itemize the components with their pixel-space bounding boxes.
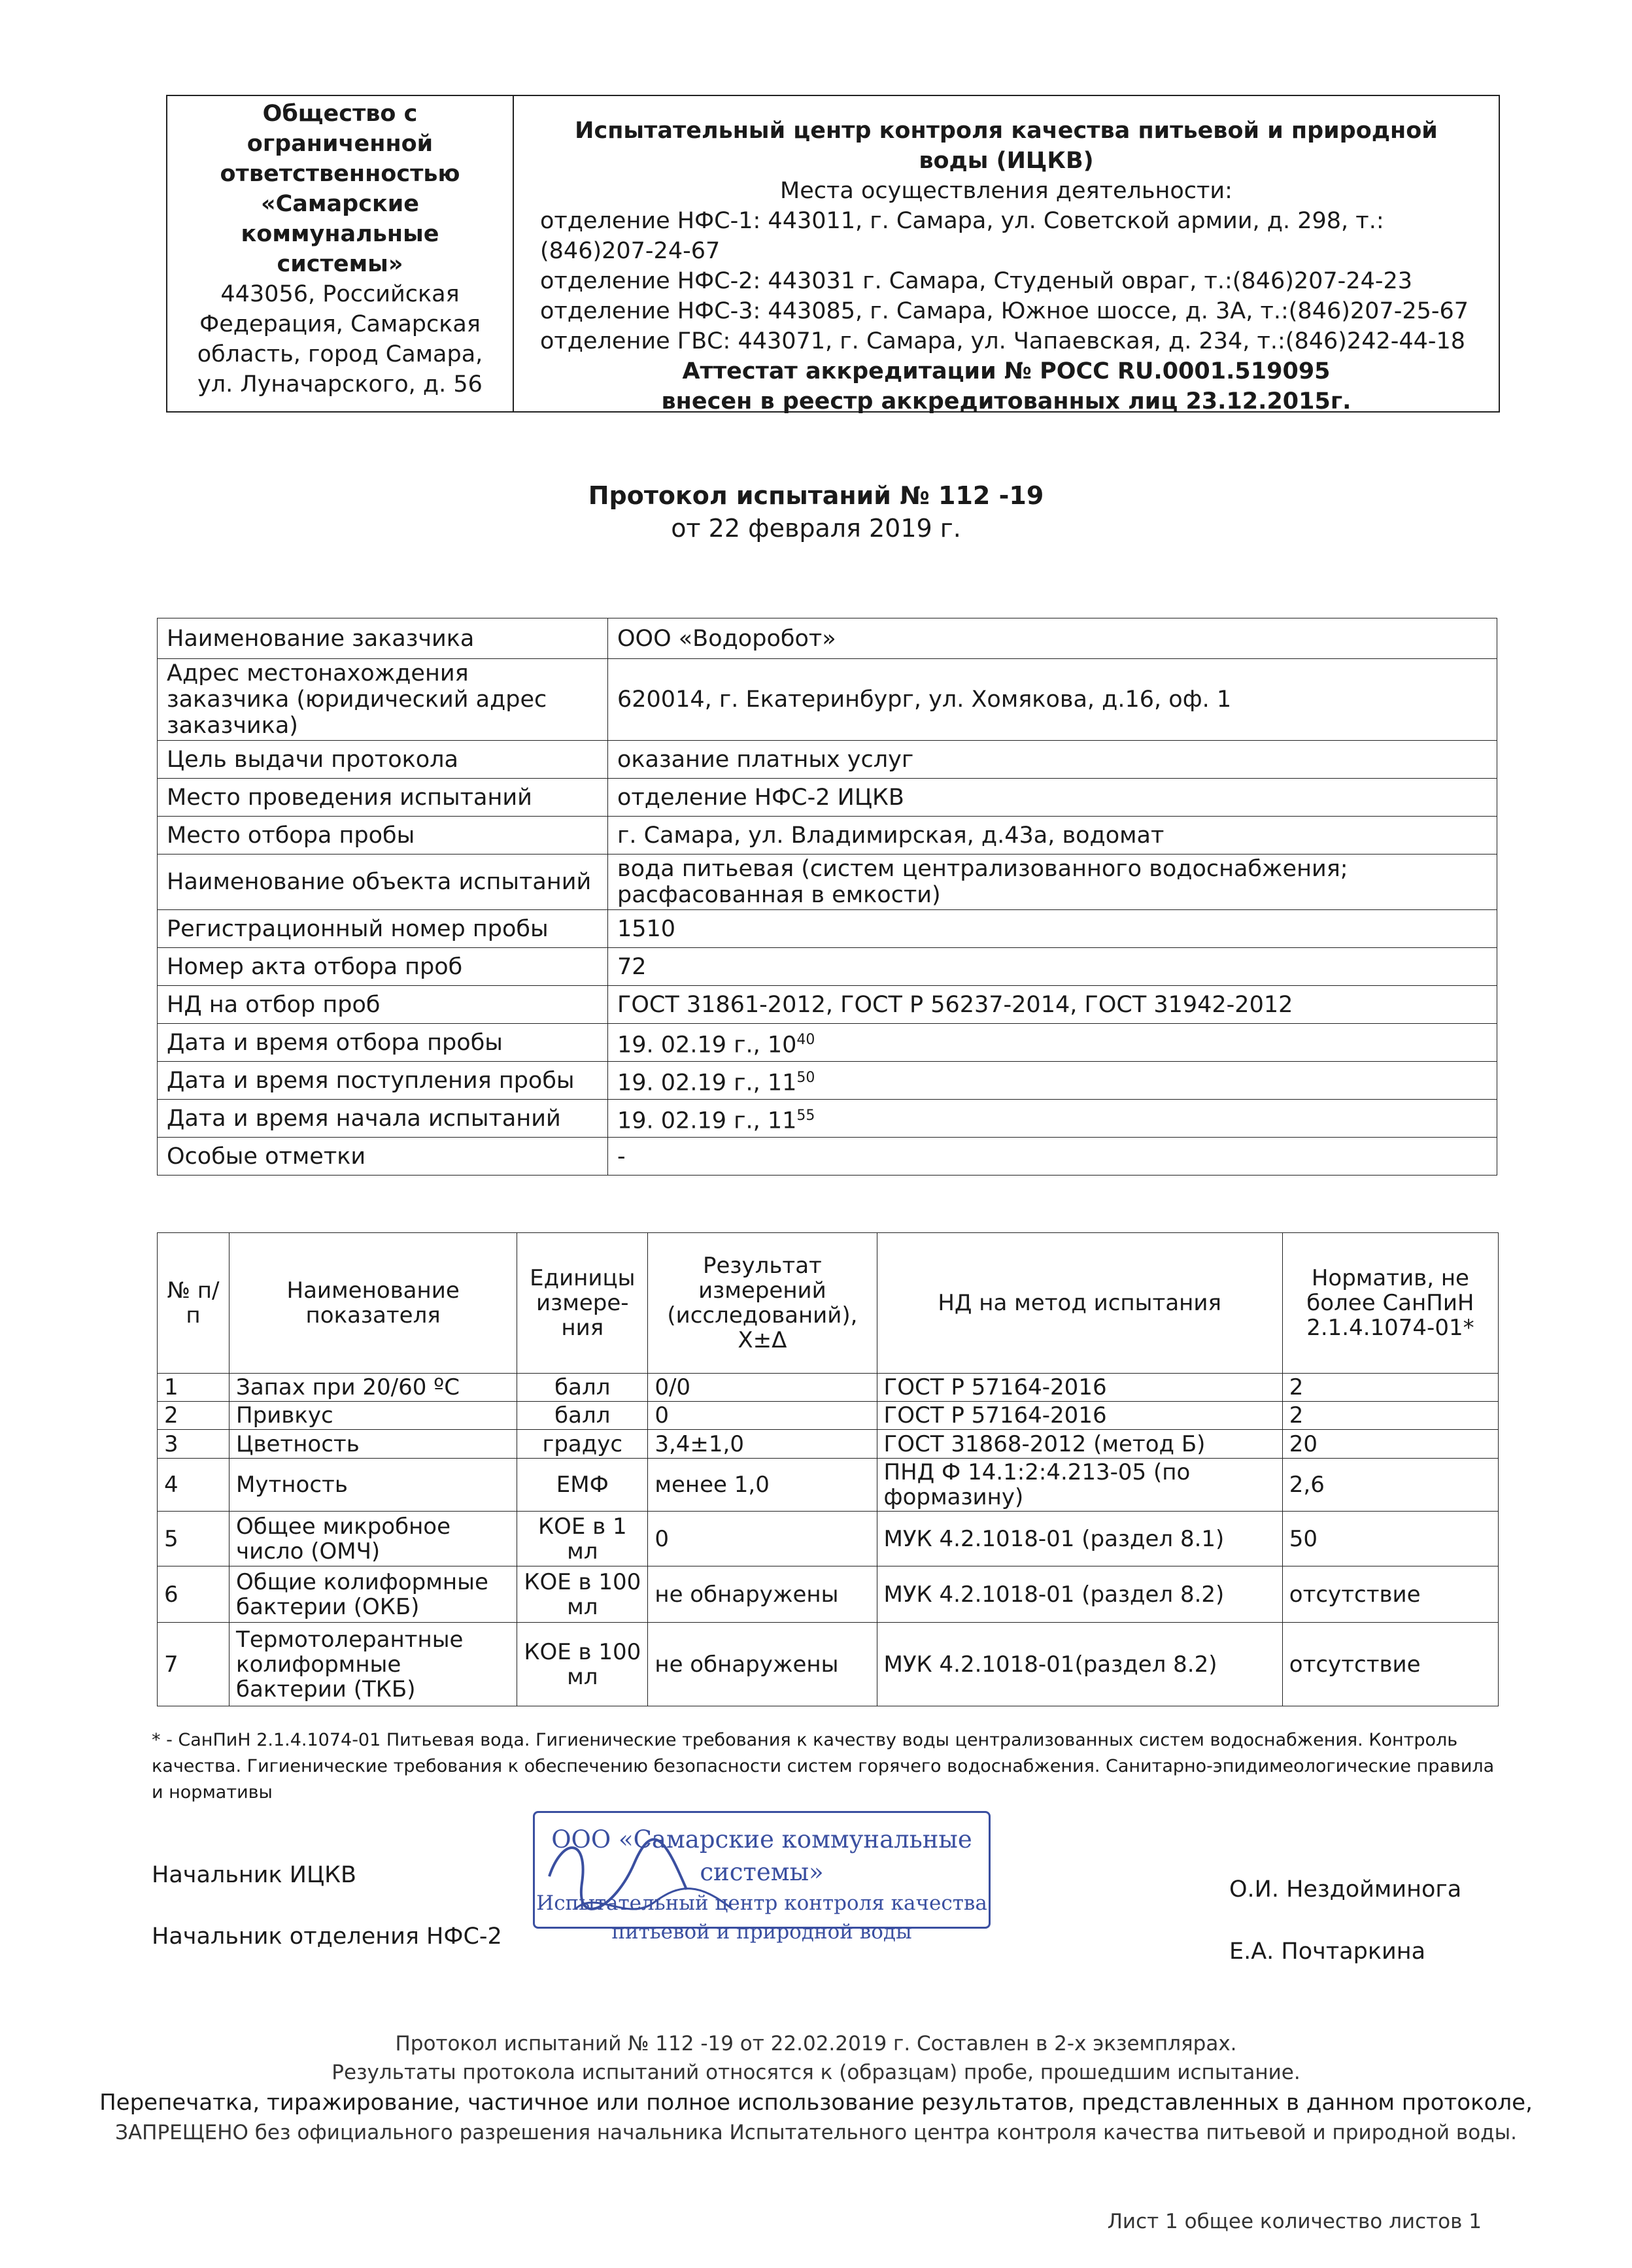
protocol-title: Протокол испытаний № 112 -19 [588, 481, 1044, 510]
info-row [158, 855, 1497, 910]
row-number: 6 [158, 1566, 230, 1623]
row-number: 3 [158, 1430, 230, 1459]
info-label: Место отбора пробы [158, 817, 608, 855]
col-header-norm: Норматив, не более СанПиН 2.1.4.1074-01* [1282, 1233, 1498, 1374]
info-row [158, 910, 1497, 948]
test-method: ГОСТ Р 57164-2016 [877, 1402, 1282, 1430]
info-label: Цель выдачи протокола [158, 741, 608, 779]
info-value-text: - [617, 1143, 626, 1170]
info-label: Дата и время отбора пробы [158, 1024, 608, 1062]
info-row [158, 1100, 1497, 1138]
org-name-line: системы» [277, 251, 403, 277]
info-row [158, 779, 1497, 817]
places-label: Места осуществления деятельности: [780, 178, 1232, 204]
department-line: отделение НФС-1: 443011, г. Самара, ул. Советской армии, д. 298, т.:(846)207-24-67 [540, 208, 1384, 264]
norm-value: 20 [1282, 1430, 1498, 1459]
center-title-line: воды (ИЦКВ) [919, 148, 1094, 174]
info-value [608, 948, 1497, 986]
indicator-name: Мутность [230, 1459, 517, 1512]
org-info [167, 96, 514, 411]
info-row [158, 741, 1497, 779]
department-line: отделение НФС-2: 443031 г. Самара, Студеный овраг, т.:(846)207-24-23 [540, 268, 1413, 294]
indicator-name: Привкус [230, 1402, 517, 1430]
result-row [158, 1566, 1499, 1623]
info-label: Наименование заказчика [158, 618, 608, 659]
head-name: О.И. Нездойминога [1229, 1876, 1462, 1903]
org-name [167, 99, 513, 279]
norm-value: 50 [1282, 1512, 1498, 1566]
unit: КОЕ в 100 мл [517, 1623, 648, 1706]
unit: балл [517, 1374, 648, 1402]
info-value-text: отделение НФС-2 ИЦКВ [617, 784, 904, 811]
result-row [158, 1623, 1499, 1706]
note-line: Протокол испытаний № 112 -19 от 22.02.2019 г. Составлен в 2-х экземплярах. [395, 2032, 1237, 2056]
info-row [158, 948, 1497, 986]
info-value-text: оказание платных услуг [617, 746, 914, 773]
norm-value: отсутствие [1282, 1566, 1498, 1623]
info-value [608, 817, 1497, 855]
test-method: ПНД Ф 14.1:2:4.213-05 (по формазину) [877, 1459, 1282, 1512]
time-minutes: 50 [796, 1069, 815, 1086]
test-method: МУК 4.2.1018-01(раздел 8.2) [877, 1623, 1282, 1706]
info-label: Регистрационный номер пробы [158, 910, 608, 948]
info-row [158, 659, 1497, 741]
department-line: отделение НФС-3: 443085, г. Самара, Южное шоссе, д. 3А, т.:(846)207-25-67 [540, 298, 1469, 324]
test-method: МУК 4.2.1018-01 (раздел 8.1) [877, 1512, 1282, 1566]
info-row [158, 1024, 1497, 1062]
sample-info-table [157, 618, 1497, 1176]
bottom-notes [0, 2029, 1632, 2147]
unit: ЕМФ [517, 1459, 648, 1512]
info-value [608, 779, 1497, 817]
results-header-row [158, 1233, 1499, 1374]
note-line: ЗАПРЕЩЕНО без официального разрешения начальника Испытательного центра контроля качества питьевой и природной воды. [115, 2121, 1517, 2144]
org-address-line: ул. Луначарского, д. 56 [197, 371, 483, 398]
info-label: Особые отметки [158, 1138, 608, 1176]
row-number: 1 [158, 1374, 230, 1402]
norm-value: 2,6 [1282, 1459, 1498, 1512]
info-label: Наименование объекта испытаний [158, 855, 608, 910]
info-value [608, 1138, 1497, 1176]
info-value-text: 1510 [617, 915, 676, 942]
info-label: Номер акта отбора проб [158, 948, 608, 986]
result-row [158, 1512, 1499, 1566]
org-name-line: Общество с [262, 101, 418, 127]
sheet-count: Лист 1 общее количество листов 1 [1107, 2210, 1482, 2233]
norm-value: 2 [1282, 1402, 1498, 1430]
info-label: Место проведения испытаний [158, 779, 608, 817]
result-row [158, 1402, 1499, 1430]
result-value: 0 [648, 1402, 877, 1430]
head-title: Начальник ИЦКВ [152, 1862, 357, 1888]
norm-value: 2 [1282, 1374, 1498, 1402]
org-name-line: ограниченной [246, 131, 434, 157]
info-value-text: вода питьевая (систем централизованного водоснабжения; расфасованная в емкости) [617, 856, 1348, 908]
time-minutes: 55 [796, 1107, 815, 1124]
org-name-line: «Самарские [261, 191, 419, 217]
indicator-name: Цветность [230, 1430, 517, 1459]
info-value [608, 1024, 1497, 1062]
department-line: отделение ГВС: 443071, г. Самара, ул. Чапаевская, д. 234, т.:(846)242-44-18 [540, 328, 1466, 354]
note-line: Результаты протокола испытаний относятся к (образцам) пробе, прошедшим испытание. [332, 2061, 1300, 2084]
info-row [158, 817, 1497, 855]
unit: балл [517, 1402, 648, 1430]
info-value [608, 1062, 1497, 1100]
info-value-text: 72 [617, 953, 647, 980]
stamp-line: ООО «Самарские коммунальные системы» [551, 1825, 972, 1886]
col-header-indicator: Наименование показателя [230, 1233, 517, 1374]
results-table [157, 1232, 1499, 1706]
org-name-line: коммунальные [241, 221, 439, 247]
info-value-text: 19. 02.19 г., 11 [617, 1108, 797, 1134]
col-header-result: Результат измерений (исследований), X±Δ [648, 1233, 877, 1374]
center-info [514, 96, 1499, 415]
signature-scribble [536, 1824, 758, 1929]
result-value: не обнаружены [648, 1623, 877, 1706]
info-row [158, 1138, 1497, 1176]
result-row [158, 1374, 1499, 1402]
info-value [608, 1100, 1497, 1138]
test-method: ГОСТ Р 57164-2016 [877, 1374, 1282, 1402]
info-row [158, 1062, 1497, 1100]
norm-value: отсутствие [1282, 1623, 1498, 1706]
info-value [608, 659, 1497, 741]
protocol-date: от 22 февраля 2019 г. [671, 514, 961, 543]
info-label: Адрес местонахождения заказчика (юридический адрес заказчика) [158, 659, 608, 741]
info-value-text: ГОСТ 31861-2012, ГОСТ Р 56237-2014, ГОСТ 31942-2012 [617, 991, 1293, 1018]
info-label: Дата и время поступления пробы [158, 1062, 608, 1100]
org-address-line: 443056, Российская [220, 281, 460, 307]
row-number: 7 [158, 1623, 230, 1706]
info-row [158, 618, 1497, 659]
info-value-text: 620014, г. Екатеринбург, ул. Хомякова, д.16, оф. 1 [617, 686, 1232, 713]
info-value [608, 855, 1497, 910]
org-address-line: Федерация, Самарская [199, 311, 481, 337]
info-value [608, 741, 1497, 779]
time-minutes: 40 [796, 1031, 815, 1048]
row-number: 5 [158, 1512, 230, 1566]
info-value-text: 19. 02.19 г., 10 [617, 1032, 797, 1058]
unit: градус [517, 1430, 648, 1459]
info-label: НД на отбор проб [158, 986, 608, 1024]
info-value-text: 19. 02.19 г., 11 [617, 1070, 797, 1096]
center-title-line: Испытательный центр контроля качества питьевой и природной [575, 118, 1438, 144]
result-value: 3,4±1,0 [648, 1430, 877, 1459]
result-row [158, 1430, 1499, 1459]
indicator-name: Термотолерантные колиформные бактерии (ТКБ) [230, 1623, 517, 1706]
info-label: Дата и время начала испытаний [158, 1100, 608, 1138]
footnote: * - СанПиН 2.1.4.1074-01 Питьевая вода. Гигиенические требования к качеству воды централизованных систем водоснабжения. Контроль качества. Гигиенические требования к обеспечению безопасности систем горячего водоснабжения. Санитарно-эпидимеологические правила и нормативы [152, 1730, 1495, 1803]
dept-head-title: Начальник отделения НФС-2 [152, 1923, 502, 1950]
info-value [608, 986, 1497, 1024]
row-number: 4 [158, 1459, 230, 1512]
col-header-method: НД на метод испытания [877, 1233, 1282, 1374]
col-header-number: № п/п [158, 1233, 230, 1374]
protocol-title-block [0, 479, 1632, 545]
accreditation-line: Аттестат аккредитации № РОСС RU.0001.519095 [682, 358, 1331, 384]
stamp-line: Испытательный центр контроля качества [536, 1891, 987, 1915]
indicator-name: Запах при 20/60 ºС [230, 1374, 517, 1402]
org-name-line: ответственностью [220, 161, 460, 187]
org-address-line: область, город Самара, [197, 341, 483, 367]
result-row [158, 1459, 1499, 1512]
result-value: 0 [648, 1512, 877, 1566]
stamp-line: питьевой и природной воды [611, 1920, 912, 1944]
unit: КОЕ в 1 мл [517, 1512, 648, 1566]
test-method: МУК 4.2.1018-01 (раздел 8.2) [877, 1566, 1282, 1623]
info-value-text: г. Самара, ул. Владимирская, д.43а, водомат [617, 822, 1164, 849]
row-number: 2 [158, 1402, 230, 1430]
result-value: 0/0 [648, 1374, 877, 1402]
result-value: менее 1,0 [648, 1459, 877, 1512]
indicator-name: Общее микробное число (ОМЧ) [230, 1512, 517, 1566]
indicator-name: Общие колиформные бактерии (ОКБ) [230, 1566, 517, 1623]
info-value [608, 910, 1497, 948]
info-row [158, 986, 1497, 1024]
note-line: Перепечатка, тиражирование, частичное или полное использование результатов, представленных в данном протоколе, [99, 2090, 1533, 2116]
org-address [167, 279, 513, 399]
accreditation-line: внесен в реестр аккредитованных лиц 23.12.2015г. [661, 388, 1352, 415]
col-header-unit: Единицы измере-ния [517, 1233, 648, 1374]
result-value: не обнаружены [648, 1566, 877, 1623]
dept-head-name: Е.А. Почтаркина [1229, 1938, 1426, 1965]
info-value-text: ООО «Водоробот» [617, 625, 836, 652]
unit: КОЕ в 100 мл [517, 1566, 648, 1623]
info-value [608, 618, 1497, 659]
test-method: ГОСТ 31868-2012 (метод Б) [877, 1430, 1282, 1459]
header-block [166, 95, 1500, 413]
